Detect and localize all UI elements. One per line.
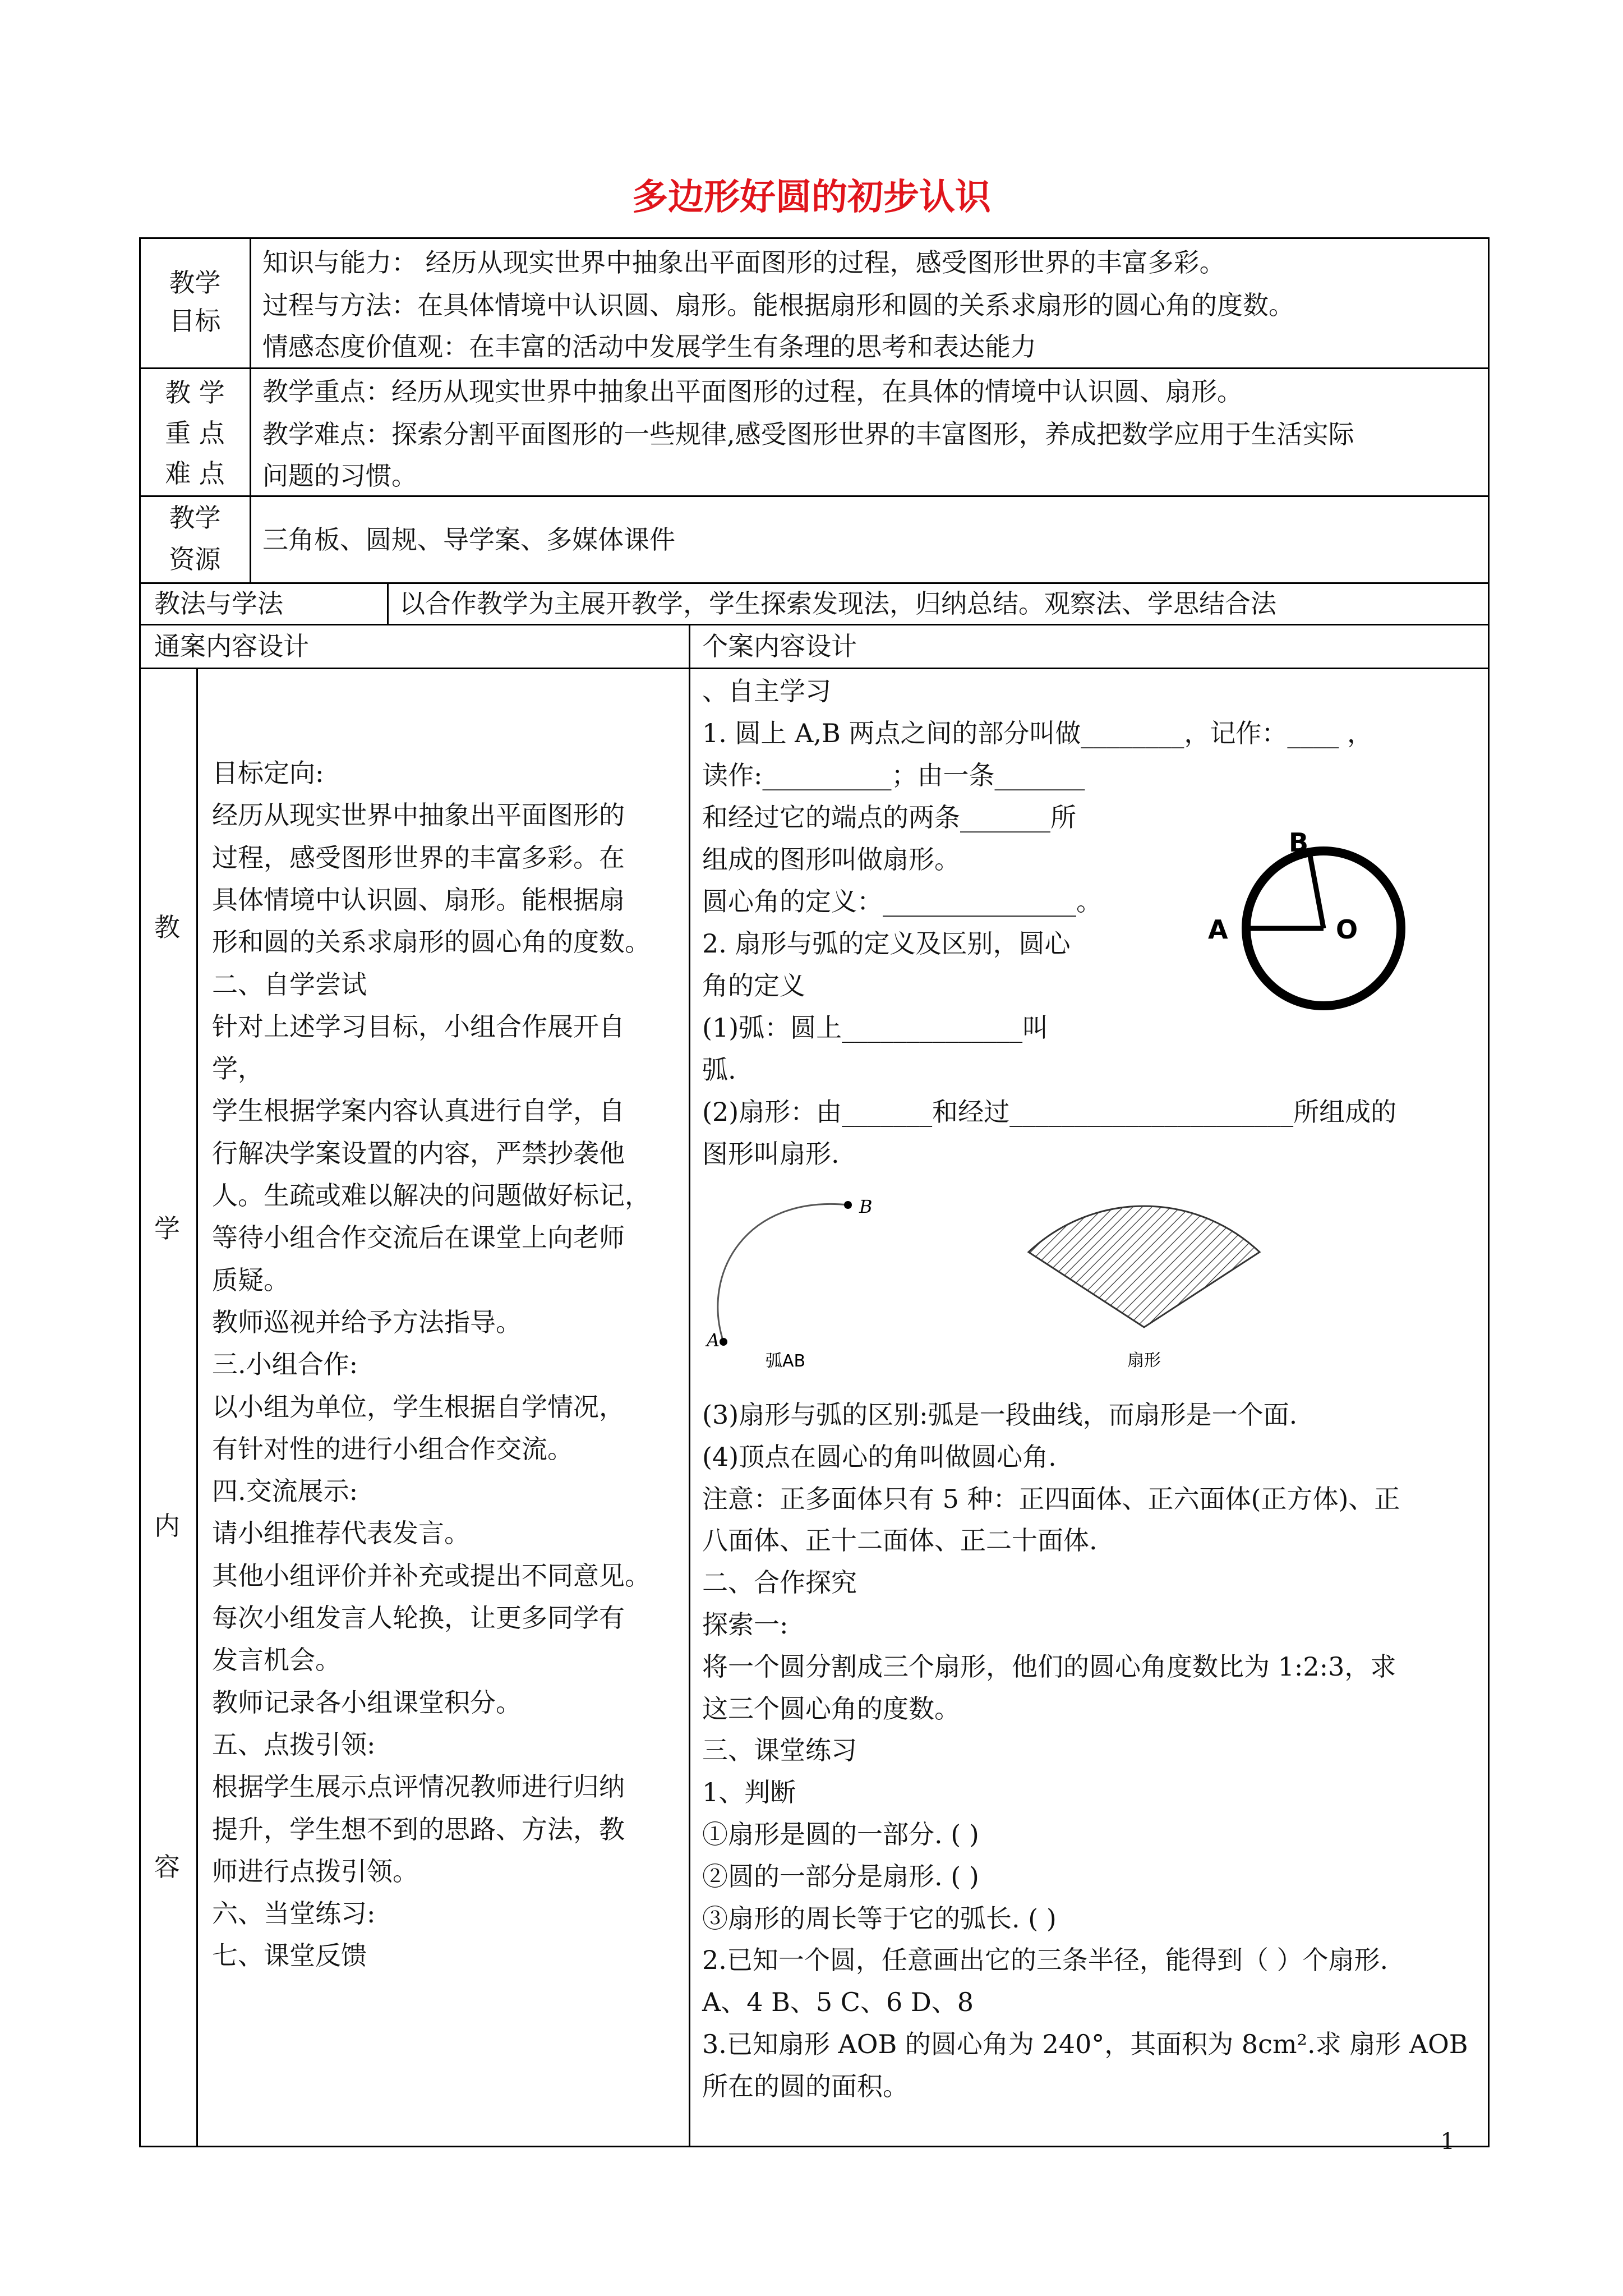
arc-caption: 弧AB [766, 1351, 806, 1371]
left-line-23: 教师记录各小组课堂积分。 [212, 1687, 522, 1718]
right-bottom-line-7: 将一个圆分割成三个扇形，他们的圆心角度数比为 1:2:3，求 [702, 1651, 1396, 1682]
left-line-26: 提升，学生想不到的思路、方法，教 [212, 1814, 625, 1844]
right-bottom-line-6: 探索一: [702, 1609, 789, 1640]
right-bottom-line-3: 注意：正多面体只有 5 种：正四面体、正六面体(正方体)、正 [702, 1483, 1400, 1514]
goal-label: 教学 目标 [169, 268, 221, 336]
right-bottom-line-1: (3)扇形与弧的区别:弧是一段曲线，而扇形是一个面. [702, 1400, 1298, 1430]
arc-ab [718, 1204, 848, 1342]
goal-line-1: 知识与能力： 经历从现实世界中抽象出平面图形的过程，感受图形世界的丰富多彩。 [262, 247, 1225, 278]
keypoints-label: 教 学 重 点 难 点 [165, 378, 225, 489]
difficulty-line: 教学难点：探索分割平面图形的一些规律,感受图形世界的丰富图形，养成把数学应用于生活实际 [262, 419, 1354, 449]
header-left: 通案内容设计 [154, 631, 309, 661]
right-bottom-line-14: 2.已知一个圆，任意画出它的三条半径，能得到（ ）个扇形. [702, 1945, 1389, 1976]
right-top-line-9: (1)弧：圆上______________叫 [702, 1013, 1049, 1043]
left-line-9: 学生根据学案内容认真进行自学，自 [212, 1096, 625, 1126]
left-line-21: 每次小组发言人轮换，让更多同学有 [212, 1603, 625, 1633]
left-line-1: 目标定向: [212, 758, 324, 788]
right-bottom-line-8: 这三个圆心角的度数。 [702, 1693, 960, 1724]
right-bottom-line-9: 三、课堂练习 [702, 1735, 857, 1766]
right-top-line-12: 图形叫扇形. [702, 1139, 840, 1169]
left-line-24: 五、点拨引领: [212, 1729, 376, 1760]
left-line-13: 质疑。 [212, 1264, 289, 1295]
left-line-29: 七、课堂反馈 [212, 1940, 367, 1971]
left-line-18: 四.交流展示: [212, 1476, 358, 1507]
right-bottom-line-5: 二、合作探究 [702, 1567, 857, 1598]
page-number: 1 [1440, 2129, 1455, 2155]
right-top-line-1: 、自主学习 [702, 676, 831, 706]
right-top-line-8: 角的定义 [702, 970, 805, 1001]
radius-ob [1310, 853, 1324, 928]
right-bottom-line-12: ②圆的一部分是扇形. ( ) [702, 1861, 979, 1892]
right-bottom-line-10: 1、判断 [702, 1777, 796, 1808]
left-line-16: 以小组为单位，学生根据自学情况， [212, 1391, 625, 1422]
right-top-line-10: 弧. [702, 1055, 736, 1085]
left-line-5: 形和圆的关系求扇形的圆心角的度数。 [212, 927, 651, 958]
left-line-4: 具体情境中认识圆、扇形。能根据扇 [212, 884, 625, 915]
left-line-2: 经历从现实世界中抽象出平面图形的 [212, 800, 625, 831]
goal-line-3: 情感态度价值观：在丰富的活动中发展学生有条理的思考和表达能力 [262, 332, 1036, 362]
right-top-line-2: 1. 圆上 A,B 两点之间的部分叫做________，记作：____ ， [702, 718, 1373, 748]
left-line-3: 过程，感受图形世界的丰富多彩。在 [212, 842, 625, 873]
left-line-28: 六、当堂练习: [212, 1898, 376, 1929]
right-bottom-line-13: ③扇形的周长等于它的弧长. ( ) [702, 1903, 1057, 1934]
document-title: 多边形好圆的初步认识 [632, 177, 991, 218]
resources-text: 三角板、圆规、导学案、多媒体课件 [262, 524, 675, 555]
sector-caption: 扇形 [1127, 1351, 1161, 1370]
point-b-label: B [1289, 827, 1309, 858]
header-right: 个案内容设计 [702, 631, 857, 661]
resources-label: 教学 资源 [169, 503, 221, 574]
goal-line-2: 过程与方法：在具体情境中认识圆、扇形。能根据扇形和圆的关系求扇形的圆心角的度数。 [262, 290, 1294, 320]
left-line-6: 二、自学尝试 [212, 969, 367, 1000]
right-bottom-line-2: (4)顶点在圆心的角叫做圆心角. [702, 1441, 1057, 1472]
point-a-label: A [1208, 914, 1228, 945]
sector-figure [1015, 1200, 1273, 1386]
arc-point-b-label: B [859, 1196, 873, 1217]
right-top-line-6: 圆心角的定义：_______________。 [702, 886, 1102, 917]
left-line-11: 人。生疏或难以解决的问题做好标记， [212, 1180, 651, 1211]
right-top-line-3: 读作:__________；由一条_______ [702, 760, 1085, 790]
content-label-4: 容 [154, 1852, 180, 1882]
left-line-10: 行解决学案设置的内容，严禁抄袭他 [212, 1138, 625, 1168]
center-o-label: O [1336, 914, 1358, 945]
right-bottom-line-15: A、4 B、5 C、6 D、8 [702, 1987, 974, 2018]
circle-figure [1195, 825, 1419, 1032]
right-top-line-5: 组成的图形叫做扇形。 [702, 844, 960, 875]
left-line-22: 发言机会。 [212, 1645, 341, 1676]
right-bottom-line-4: 八面体、正十二面体、正二十面体. [702, 1525, 1098, 1556]
content-label-3: 内 [154, 1511, 180, 1541]
left-line-17: 有针对性的进行小组合作交流。 [212, 1433, 573, 1464]
right-top-line-4: 和经过它的端点的两条_______所 [702, 802, 1076, 832]
left-line-20: 其他小组评价并补充或提出不同意见。 [212, 1560, 651, 1591]
left-line-19: 请小组推荐代表发言。 [212, 1518, 470, 1549]
arc-figure [695, 1178, 897, 1386]
content-label-2: 学 [154, 1213, 180, 1244]
left-line-27: 师进行点拨引领。 [212, 1856, 418, 1887]
key-point-line: 教学重点：经历从现实世界中抽象出平面图形的过程，在具体的情境中认识圆、扇形。 [262, 376, 1243, 407]
right-top-line-7: 2. 扇形与弧的定义及区别，圆心 [702, 928, 1071, 959]
sector-shape [1029, 1206, 1260, 1327]
left-line-12: 等待小组合作交流后在课堂上向老师 [212, 1222, 625, 1253]
left-line-15: 三.小组合作: [212, 1349, 358, 1380]
left-line-25: 根据学生展示点评情况教师进行归纳 [212, 1772, 625, 1802]
methods-text: 以合作教学为主展开教学，学生探索发现法，归纳总结。观察法、学思结合法 [399, 588, 1276, 619]
point-a-dot [720, 1338, 727, 1346]
right-bottom-line-17: 所在的圆的面积。 [702, 2070, 909, 2101]
left-line-7: 针对上述学习目标，小组合作展开自 [212, 1011, 625, 1042]
right-top-line-11: (2)扇形：由_______和经过______________________所组成的 [702, 1097, 1397, 1127]
left-line-14: 教师巡视并给予方法指导。 [212, 1306, 522, 1337]
right-bottom-line-11: ①扇形是圆的一部分. ( ) [702, 1819, 979, 1849]
left-line-8: 学， [212, 1053, 264, 1084]
difficulty-line-cont: 问题的习惯。 [262, 461, 417, 491]
right-bottom-line-16: 3.已知扇形 AOB 的圆心角为 240°，其面积为 8cm².求 扇形 AOB [702, 2029, 1468, 2059]
point-b-dot [844, 1201, 852, 1209]
content-label-1: 教 [154, 912, 180, 942]
arc-point-a-label: A [707, 1329, 720, 1351]
methods-label: 教法与学法 [154, 588, 283, 619]
